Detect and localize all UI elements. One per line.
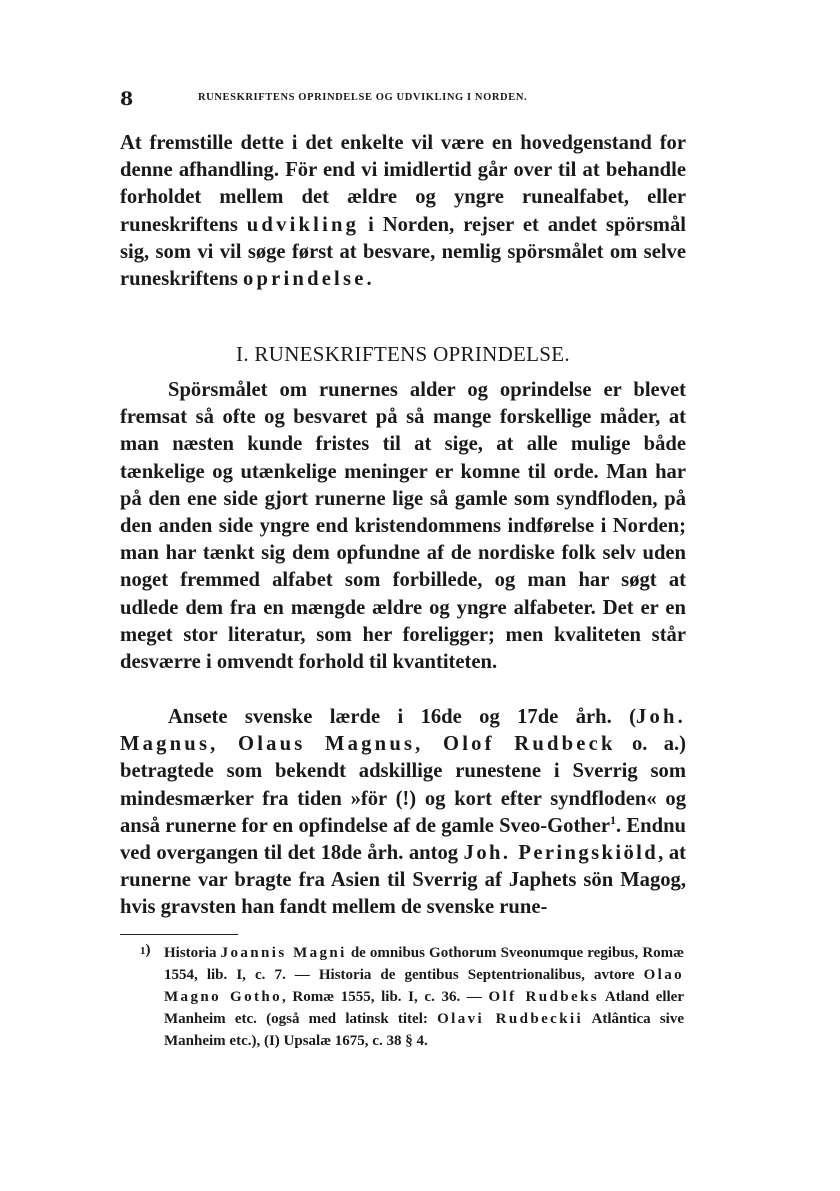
page-header xyxy=(120,88,710,108)
paragraph-2-text-3: . Endnu ved overgangen til det 18de årh. antog xyxy=(120,814,686,865)
paragraph-2-text-4: , at runerne var bragte fra Asien til Sverrig af Japhets sön Magog, hvis gravsten han fandt mellem de svenske rune- xyxy=(120,842,686,919)
intro-text-3: . xyxy=(366,268,372,291)
paragraph-2-names: Joh. Magnus, Olaus Magnus, Olof Rudbeck xyxy=(120,706,686,756)
paragraph-1-text: Spörsmålet om runernes alder og oprindelse er blevet fremsat så ofte og besvaret på så mange forskellige måder, at man næsten kunde fristes til at sige, at alle mulige både tænkelige og utænkelige meninger er komne til orde. Man har på den ene side gjort runerne lige så gamle som syndfloden, på den anden side yngre end kristendommens indførelse i Norden; man har tænkt sig dem opfundne af de nordiske folk selv uden noget fremmed alfabet som forbillede, og man har søgt at udlede dem fra en mængde ældre og yngre alfabeter. Det er en meget stor literatur, som her foreligger; men kvaliteten står desværre i omvendt forhold til kvantiteten. xyxy=(120,379,686,674)
footnote-name-olavi-rudbeckii: Olavi Rudbeckii xyxy=(437,1011,584,1027)
footnote-name-olf-rudbeks: Olf Rudbeks xyxy=(488,989,600,1005)
page-number: 8 xyxy=(120,88,134,110)
section-heading: I. RUNESKRIFTENS OPRINDELSE. xyxy=(236,342,570,366)
paragraph-2-text-1: Ansete svenske lærde i 16de og 17de årh. ( xyxy=(168,706,636,728)
intro-paragraph xyxy=(120,130,686,293)
footnote-name-joannis-magni: Joannis Magni xyxy=(220,945,347,961)
footnote-marker: 1) xyxy=(140,942,151,958)
intro-text-2: i Norden, rejser et andet spörsmål sig, som vi vil søge først at besvare, nemlig spörsmålet om selve runeskriftens xyxy=(120,213,686,291)
paragraph-2 xyxy=(120,704,686,922)
paragraph-1 xyxy=(120,377,686,676)
footnote-name-olao-magno: Olao Magno Gotho xyxy=(164,967,684,1005)
paragraph-2-name-peringskiold: Joh. Peringskiöld xyxy=(463,842,659,865)
footnote-reference: 1 xyxy=(610,812,617,827)
paragraph-2-text-2: o. a.) betragtede som bekendt adskillige runestene i Sverrig som mindesmærker fra tiden »för (!) og kort efter syndfloden« og anså runerne for en opfindelse af de gamle Sveo-Gother xyxy=(120,733,686,837)
intro-emphasis-oprindelse: oprindelse xyxy=(243,268,367,291)
intro-emphasis-udvikling: udvikling xyxy=(246,213,360,236)
footnotes xyxy=(140,942,684,1052)
intro-text-1: At fremstille dette i det enkelte vil være en hovedgenstand for denne afhandling. För end vi imidlertid går over til at behandle forholdet mellem det ældre og yngre runealfabet, eller runeskriftens xyxy=(120,132,686,236)
footnote-1: 1) Historia Joannis Magni de omnibus Gothorum Sveonumque regibus, Romæ 1554, lib. I, c. 7. — Historia de gentibus Septentrionalibus, avtore Olao Magno Gotho, Romæ 1555, lib. I, c. 36. — Olf Rudbeks Atland eller Manheim etc. (også med latinsk titel: Olavi Rudbeckii Atlântica sive Manheim etc.), (I) Upsalæ 1675, c. 38 § 4. xyxy=(140,942,684,1052)
footnote-divider xyxy=(120,934,238,935)
running-title: RUNESKRIFTENS OPRINDELSE OG UDVIKLING I NORDEN. xyxy=(198,92,528,103)
